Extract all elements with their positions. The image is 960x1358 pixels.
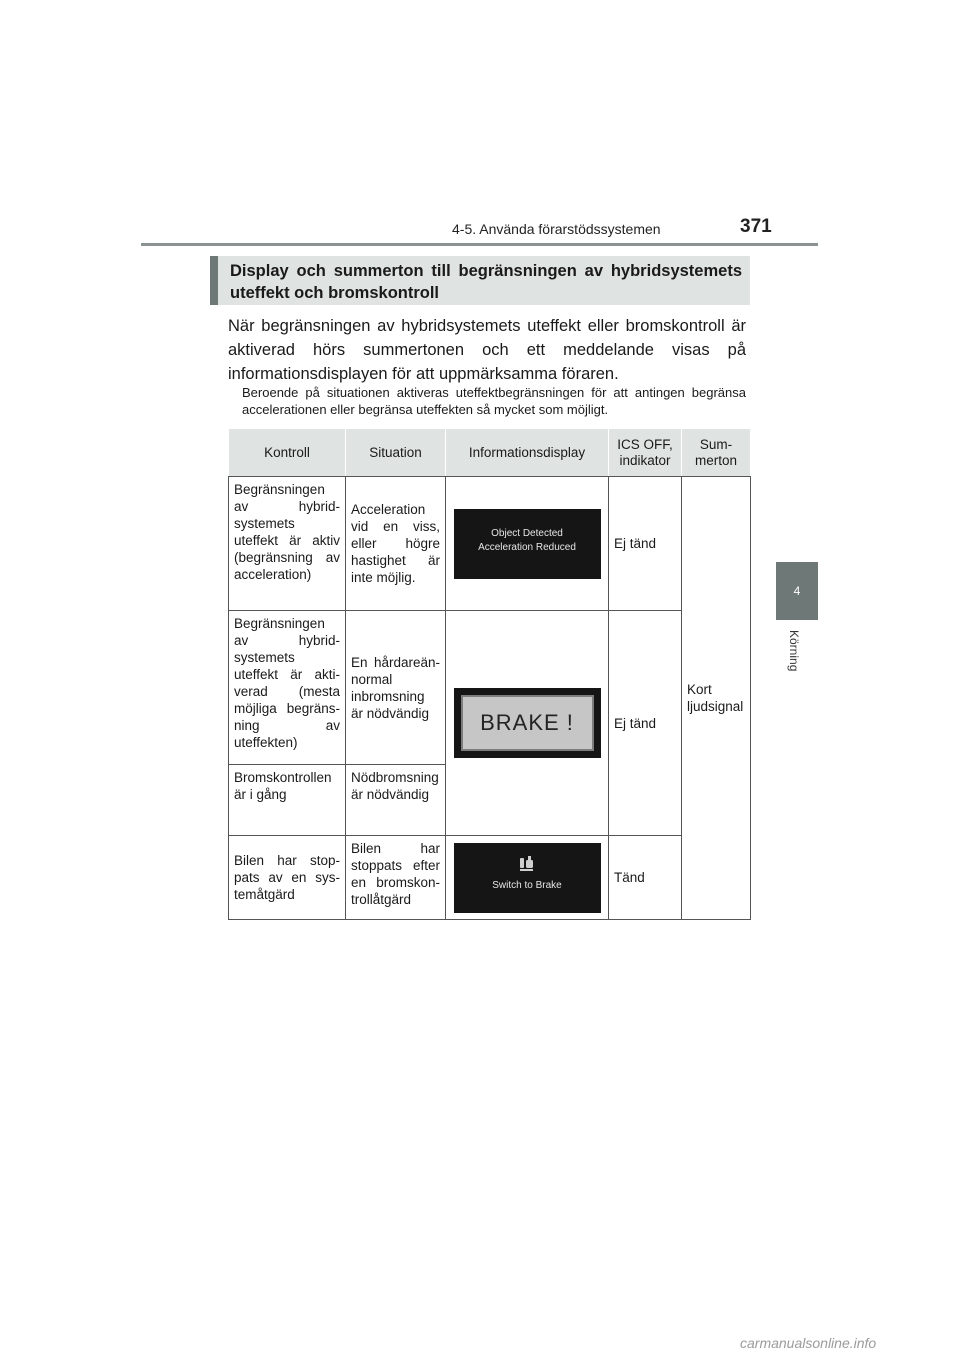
cell-display — [446, 477, 609, 611]
chapter-label: Körning — [787, 630, 801, 672]
cell-situation: Bilen har stoppats efter en bromskontrollåtgärd — [346, 836, 446, 920]
running-header: 4-5. Använda förarstödssystemen — [452, 221, 661, 237]
cell-kontroll: Begränsningen av hybridsystemets uteffekt är aktiverad (mesta möjliga begräns-ning av uteffekten) — [229, 611, 346, 765]
cell-situation: Acceleration vid en viss, eller högre hastighet är inte möjlig. — [346, 477, 446, 611]
control-table — [228, 428, 751, 920]
display-line: Switch to Brake — [492, 879, 562, 891]
table-row — [229, 611, 751, 765]
intro-paragraph: När begränsningen av hybridsystemets uteffekt eller bromskontroll är aktiverad hörs summertonen och ett meddelande visas på informationsdisplayen för att uppmärksamma föraren. — [228, 317, 746, 383]
section-heading: Display och summerton till begränsningen av hybridsystemets uteffekt och bromskontroll — [210, 256, 750, 305]
chapter-tab: 4 — [776, 562, 818, 620]
col-header-indikator: ICS OFF, indikator — [609, 429, 682, 477]
display-screen-brake — [454, 688, 601, 758]
cell-display — [446, 611, 609, 836]
brake-warning: BRAKE ! — [461, 695, 594, 751]
cell-summerton: Kort ljudsignal — [682, 477, 751, 920]
table-header-row — [229, 429, 751, 477]
header-rule — [141, 243, 818, 246]
note-paragraph: Beroende på situationen aktiveras uteffektbegränsningen för att antingen begränsa accelerationen eller begränsa uteffekten så mycket som möjligt. — [242, 385, 746, 417]
cell-indikator: Ej tänd — [609, 611, 682, 836]
brake-pedal-icon — [517, 855, 537, 873]
cell-display — [446, 836, 609, 920]
cell-kontroll: Bromskontrollen är i gång — [229, 765, 346, 836]
display-line: Acceleration Reduced — [478, 541, 576, 553]
display-line: Object Detected — [491, 527, 563, 539]
cell-kontroll: Begränsningen av hybridsystemets uteffekt är aktiv (begränsning av acceleration) — [229, 477, 346, 611]
col-header-situation: Situation — [346, 429, 446, 477]
col-header-summerton: Summerton — [682, 429, 751, 477]
page-number: 371 — [740, 216, 772, 237]
display-screen-object-detected — [454, 509, 601, 579]
display-screen-switch-to-brake — [454, 843, 601, 913]
cell-situation: Nödbromsning är nödvändig — [346, 765, 446, 836]
table-row — [229, 477, 751, 611]
col-header-kontroll: Kontroll — [229, 429, 346, 477]
watermark: carmanualsonline.info — [740, 1335, 877, 1351]
col-header-informationsdisplay: Informationsdisplay — [446, 429, 609, 477]
cell-indikator: Ej tänd — [609, 477, 682, 611]
cell-kontroll: Bilen har stoppats av en systemåtgärd — [229, 836, 346, 920]
table-row — [229, 836, 751, 920]
cell-indikator: Tänd — [609, 836, 682, 920]
cell-situation: En hårdareän-normal inbromsning är nödvändig — [346, 611, 446, 765]
